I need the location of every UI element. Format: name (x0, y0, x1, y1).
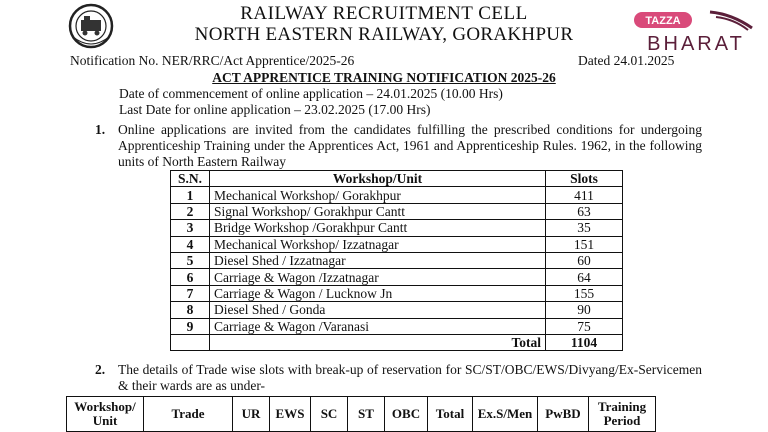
trade-col-sc: SC (311, 397, 348, 432)
row-sn: 1 (171, 187, 210, 203)
trade-col-st: ST (348, 397, 385, 432)
commencement-date: Date of commencement of online application – 24.01.2025 (10.00 Hrs) (119, 86, 503, 101)
row-sn: 3 (171, 220, 210, 236)
trade-col-training-period: Training Period (589, 397, 656, 432)
col-header-sn: S.N. (171, 171, 210, 187)
row-unit: Mechanical Workshop/ Izzatnagar (210, 236, 546, 252)
row-sn: 8 (171, 302, 210, 318)
row-slots: 155 (546, 285, 623, 301)
trade-col-pwbd: PwBD (538, 397, 589, 432)
para1-text: Online applications are invited from the candidates fulfilling the prescribed conditions for undergoing Apprenticeship Training under the Apprentices Act, 1961 and Apprenticeship Rules. 1962, in the following units of North Eastern Railway (118, 122, 702, 169)
last-date: Last Date for online application – 23.02.2025 (17.00 Hrs) (119, 102, 431, 117)
brand-bottom-text: BHARAT (647, 33, 745, 54)
units-table-row (171, 236, 623, 252)
row-sn: 5 (171, 252, 210, 268)
para1-number: 1. (95, 122, 106, 137)
para2-number: 2. (95, 362, 106, 377)
row-unit: Diesel Shed / Gonda (210, 302, 546, 318)
row-sn: 4 (171, 236, 210, 252)
trade-col-total: Total (428, 397, 473, 432)
units-table-row (171, 302, 623, 318)
row-slots: 63 (546, 203, 623, 219)
total-value: 1104 (546, 334, 623, 350)
row-unit: Carriage & Wagon / Lucknow Jn (210, 285, 546, 301)
tazza-bharat-logo (632, 8, 762, 54)
row-unit: Carriage & Wagon /Varanasi (210, 318, 546, 334)
row-unit: Mechanical Workshop/ Gorakhpur (210, 187, 546, 203)
row-sn: 6 (171, 269, 210, 285)
trade-col-ews: EWS (270, 397, 311, 432)
trade-col-workshop: Workshop/ Unit (67, 397, 144, 432)
row-unit: Bridge Workshop /Gorakhpur Cantt (210, 220, 546, 236)
trade-table (66, 396, 656, 432)
trade-col-ur: UR (233, 397, 270, 432)
row-slots: 64 (546, 269, 623, 285)
units-table (170, 170, 623, 351)
units-table-row (171, 252, 623, 268)
trade-table-header (67, 397, 656, 432)
row-unit: Signal Workshop/ Gorakhpur Cantt (210, 203, 546, 219)
header-title: RAILWAY RECRUITMENT CELL (240, 3, 528, 24)
row-slots: 35 (546, 220, 623, 236)
units-table-row (171, 318, 623, 334)
trade-col-exsmen: Ex.S/Men (473, 397, 538, 432)
row-slots: 90 (546, 302, 623, 318)
row-sn: 2 (171, 203, 210, 219)
units-table-row (171, 187, 623, 203)
units-table-row (171, 203, 623, 219)
header-subtitle: NORTH EASTERN RAILWAY, GORAKHPUR (194, 24, 574, 45)
row-sn: 9 (171, 318, 210, 334)
row-sn: 7 (171, 285, 210, 301)
units-table-header (171, 171, 623, 187)
col-header-unit: Workshop/Unit (210, 171, 546, 187)
notification-date: Dated 24.01.2025 (578, 53, 675, 68)
notification-title: ACT APPRENTICE TRAINING NOTIFICATION 2025-26 (212, 70, 556, 85)
row-slots: 60 (546, 252, 623, 268)
row-unit: Diesel Shed / Izzatnagar (210, 252, 546, 268)
notification-number: Notification No. NER/RRC/Act Apprentice/2025-26 (70, 53, 355, 68)
row-slots: 151 (546, 236, 623, 252)
units-table-row (171, 269, 623, 285)
para2-text: The details of Trade wise slots with break-up of reservation for SC/ST/OBC/EWS/Divyang/Ex-Servicemen & their wards are as under- (118, 362, 702, 393)
units-table-row (171, 220, 623, 236)
trade-col-obc: OBC (385, 397, 428, 432)
trade-col-trade: Trade (144, 397, 233, 432)
col-header-slots: Slots (546, 171, 623, 187)
row-slots: 411 (546, 187, 623, 203)
row-unit: Carriage & Wagon /Izzatnagar (210, 269, 546, 285)
units-total-row (171, 334, 623, 350)
units-table-row (171, 285, 623, 301)
total-label: Total (210, 334, 546, 350)
row-slots: 75 (546, 318, 623, 334)
brand-top-text: TAZZA (645, 15, 681, 27)
